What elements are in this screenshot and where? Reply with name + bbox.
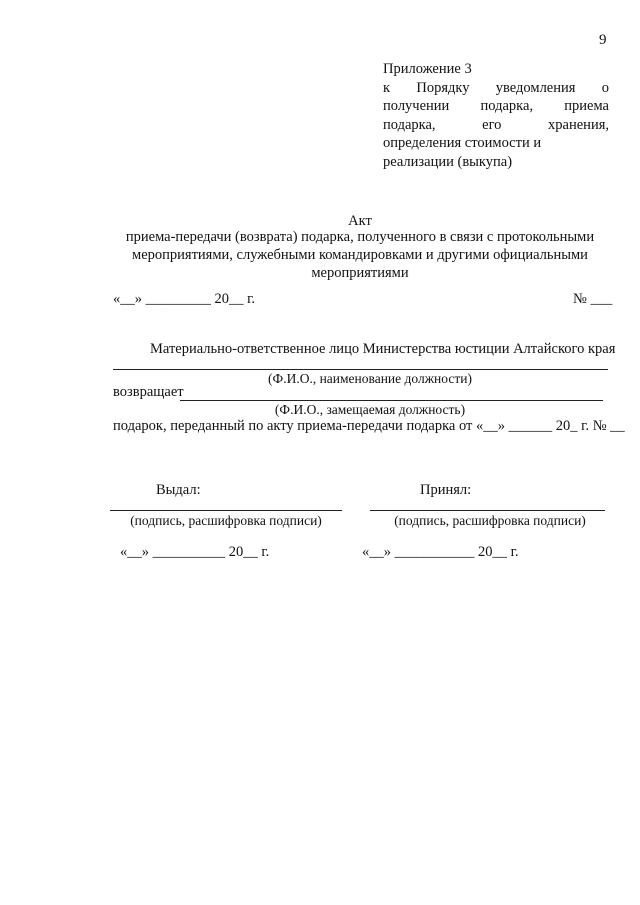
appendix-line: к Порядку уведомления о <box>383 79 609 96</box>
fio-underline <box>113 369 608 370</box>
issued-label: Выдал: <box>156 482 201 498</box>
issued-date-field: «__» __________ 20__ г. <box>120 544 270 560</box>
act-subtitle: приема-передачи (возврата) подарка, полученного в связи с протокольными мероприятиями, служебными командировками и другими официальными мероприятиями <box>125 229 595 281</box>
gift-transfer-text: подарок, переданный по акту приема-передачи подарка от «__» ______ 20_ г. № __ <box>113 418 625 434</box>
page-number: 9 <box>599 32 607 48</box>
accepted-label: Принял: <box>420 482 472 498</box>
responsible-person-text: Материально-ответственное лицо Министерства юстиции Алтайского края <box>150 341 616 357</box>
appendix-line: получении подарка, приема <box>383 98 609 115</box>
fio-position-caption: (Ф.И.О., наименование должности) <box>268 371 472 386</box>
act-date-field: «__» _________ 20__ г. <box>113 291 256 307</box>
issued-signature-line <box>110 510 342 511</box>
appendix-line: реализации (выкупа) <box>383 153 513 170</box>
accepted-signature-line <box>370 510 605 511</box>
returns-label: возвращает <box>113 384 184 400</box>
appendix-line: подарка, его хранения, <box>383 116 609 133</box>
appendix-title: Приложение 3 <box>383 61 472 77</box>
act-number-field: № ___ <box>573 291 613 307</box>
recipient-underline <box>180 400 603 401</box>
accepted-signature-caption: (подпись, расшифровка подписи) <box>394 513 586 528</box>
fio-replaced-position-caption: (Ф.И.О., замещаемая должность) <box>274 402 466 417</box>
appendix-block <box>383 60 609 172</box>
issued-signature-caption: (подпись, расшифровка подписи) <box>130 513 322 528</box>
act-title: Акт <box>348 213 372 229</box>
accepted-date-field: «__» ___________ 20__ г. <box>362 544 519 560</box>
appendix-line: определения стоимости и <box>383 135 542 152</box>
